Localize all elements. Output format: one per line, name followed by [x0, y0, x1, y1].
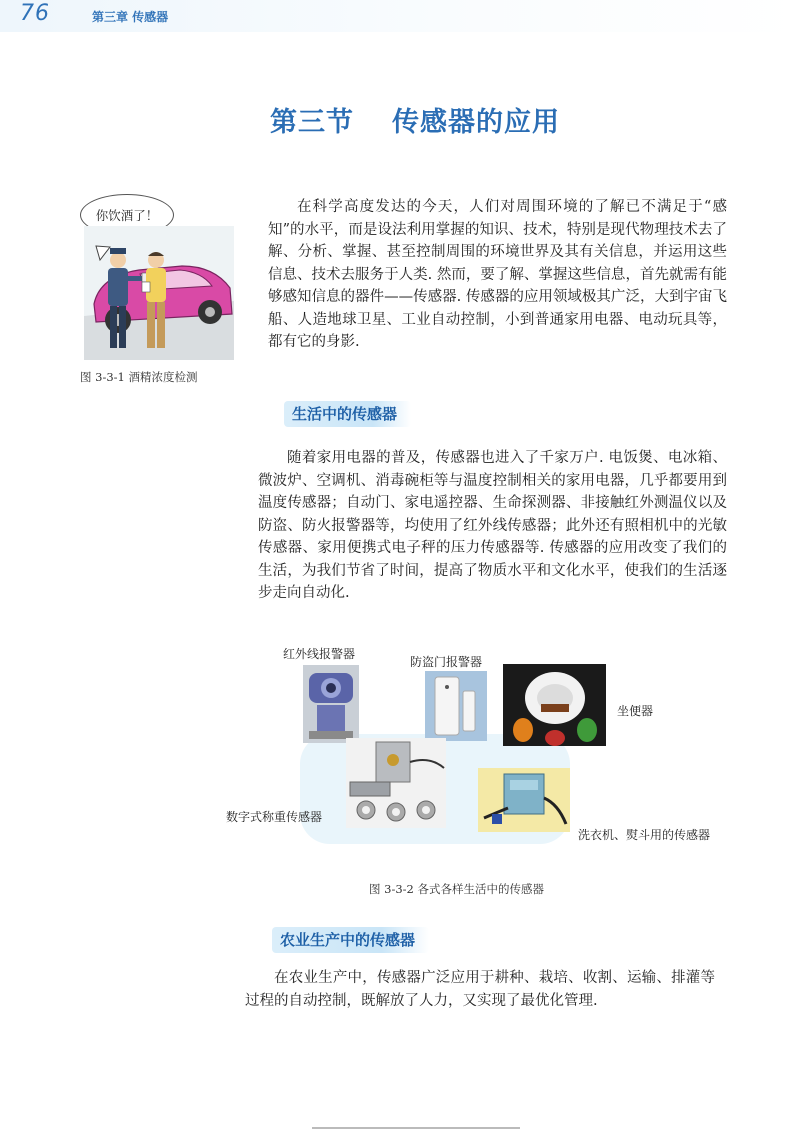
life-heading: 生活中的传感器	[284, 401, 411, 427]
page-header	[0, 0, 800, 32]
section-title	[270, 100, 560, 139]
weighing-sensor-photo	[346, 738, 446, 828]
label-door-alarm: 防盗门报警器	[410, 655, 483, 669]
washer-sensor-photo	[478, 768, 570, 832]
intro-paragraph: 在科学高度发达的今天，人们对周围环境的了解已不满足于“感知”的水平，而是设法利用掌握的知识、技术，特别是现代物理技术去了解、分析、掌握、甚至控制周围的环境世界及其有关信息，并运用这些信息、技术去服务于人类. 然而，要了解、掌握这些信息，首先就需有能够感知信息的器件——传感器. 传感器的应用领域极其广泛，大到宇宙飞船、人造地球卫星、工业自动控制，小到普通家用电器、电动玩具等，都有它的身影.	[268, 199, 727, 350]
alcohol-test-illustration	[84, 226, 234, 360]
section-number: 第三节	[270, 107, 354, 138]
page-number: 76	[20, 1, 50, 26]
figure-caption-3-3-2: 图 3-3-2 各式各样生活中的传感器	[369, 882, 545, 896]
footer-line	[312, 1127, 520, 1129]
door-alarm-photo	[425, 671, 487, 741]
infrared-alarm-photo	[303, 665, 359, 743]
agri-paragraph: 在农业生产中，传感器广泛应用于耕种、栽培、收割、运输、排灌等过程的自动控制，既解放了人力，又实现了最优化管理.	[245, 970, 715, 1009]
label-infrared-alarm: 红外线报警器	[283, 647, 356, 661]
life-paragraph: 随着家用电器的普及，传感器也进入了千家万户. 电饭煲、电冰箱、微波炉、空调机、消毒碗柜等与温度控制相关的家用电器，几乎都要用到温度传感器；自动门、家电遥控器、生命探测器、非接触红外测温仪以及防盗、防火报警器等，均使用了红外线传感器；此外还有照相机中的光敏传感器、家用便携式电子秤的压力传感器等. 传感器的应用改变了我们的生活，为我们节省了时间，提高了物质水平和文化水平，使我们的生活逐步走向自动化.	[258, 450, 727, 601]
figure-caption-3-3-1: 图 3-3-1 酒精浓度检测	[80, 370, 198, 384]
speech-text: 你饮酒了！	[95, 208, 159, 223]
label-washer-sensor: 洗衣机、熨斗用的传感器	[578, 828, 711, 842]
toilet-sensor-photo	[503, 664, 606, 746]
section-title-text: 传感器的应用	[392, 107, 560, 138]
label-toilet: 坐便器	[617, 704, 654, 718]
chapter-label: 第三章 传感器	[92, 10, 169, 24]
label-weighing-sensor: 数字式称重传感器	[226, 810, 323, 824]
agri-heading: 农业生产中的传感器	[272, 927, 429, 953]
